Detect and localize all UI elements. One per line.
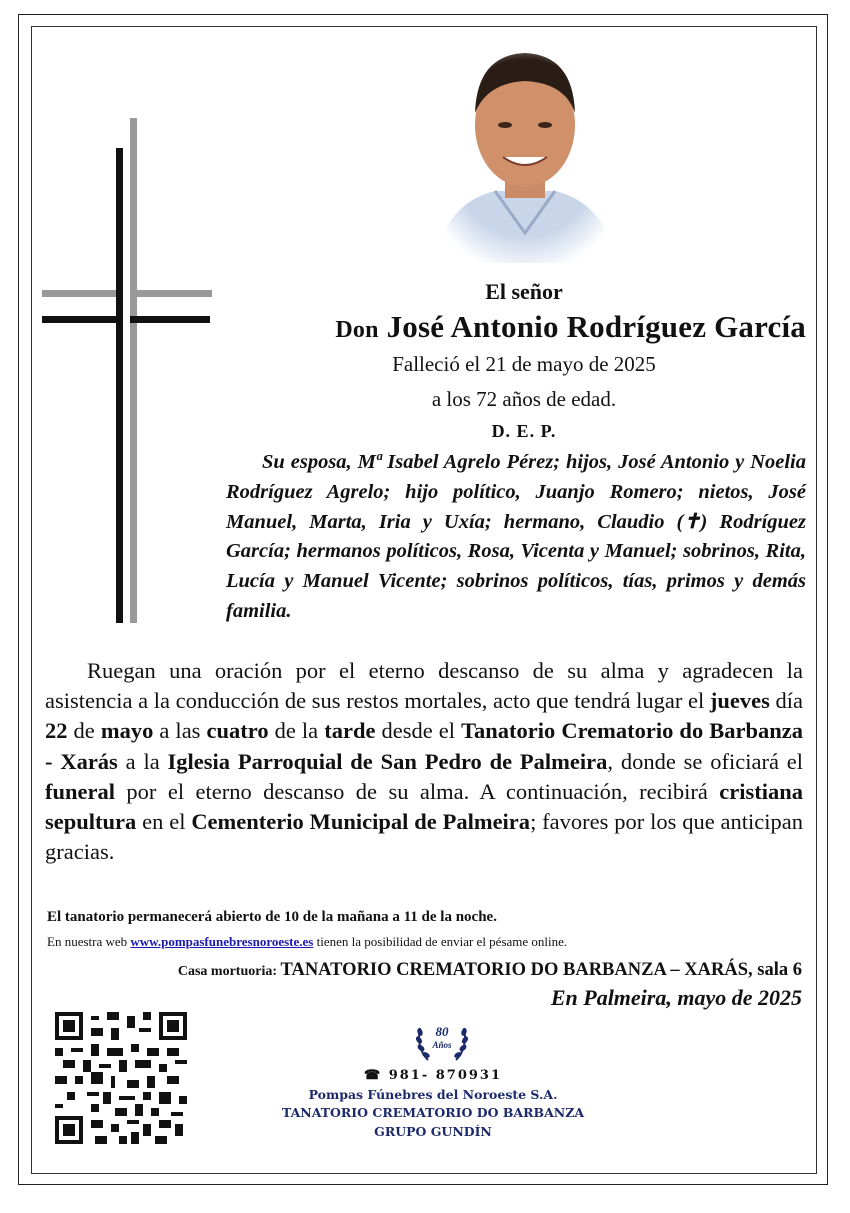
logo-word: Años xyxy=(432,1040,452,1050)
funeral-home: Casa mortuoria: TANATORIO CREMATORIO DO BARBANZA – XARÁS, sala 6 xyxy=(177,960,802,980)
date-of-death: Falleció el 21 de mayo de 2025 xyxy=(392,352,656,376)
phone-line[interactable]: ☎ 981- 870931 xyxy=(363,1068,503,1083)
name-prefix: Don xyxy=(335,317,379,343)
logo-number: 80 xyxy=(435,1024,449,1039)
honorific: El señor xyxy=(485,279,563,304)
web-line: En nuestra web www.pompasfunebresnoroeste.es tienen la posibilidad de enviar el pésame online. xyxy=(47,934,568,949)
age: a los 72 años de edad. xyxy=(431,387,617,411)
family-list: Su esposa, Mª Isabel Agrelo Pérez; hijos, José Antonio y Noelia Rodríguez Agrelo; hijo político, Juanjo Romero; nietos, José Manuel, Marta, Iria y Uxía; hermano, Claudio (✝) Rodríguez García; hermanos políticos, Rosa, Vicenta y Manuel; sobrinos, Rita, Lucía y Manuel Vicente; sobrinos políticos, tías, primos y demás familia. xyxy=(226,451,806,622)
tanatorio-name: TANATORIO CREMATORIO DO BARBANZA xyxy=(281,1105,585,1120)
qr-code[interactable] xyxy=(55,1012,187,1144)
dep-line: D. E. P. xyxy=(491,421,557,441)
group-name: GRUPO GUNDÍN xyxy=(374,1124,492,1139)
company-name: Pompas Fúnebres del Noroeste S.A. xyxy=(308,1087,558,1102)
phone-icon: ☎ xyxy=(363,1068,383,1083)
anniversary-logo xyxy=(410,1012,474,1068)
website-link[interactable]: www.pompasfunebresnoroeste.es xyxy=(130,934,314,949)
name-text: José Antonio Rodríguez García xyxy=(386,309,806,344)
prayer-paragraph: Ruegan una oración por el eterno descanso de su alma y agradecen la asistencia a la conducción de sus restos mortales, acto que tendrá lugar el jueves día 22 de mayo a las cuatro de la tarde desde el Tanatorio Crematorio do Barbanza - Xarás a la Iglesia Parroquial de San Pedro de Palmeira, donde se oficiará el funeral por el eterno descanso de su alma. A continuación, recibirá cristiana sepultura en el Cementerio Municipal de Palmeira; favores por los que anticipan gracias. xyxy=(45,658,804,865)
portrait-photo xyxy=(425,33,625,263)
cross-icon xyxy=(42,118,214,623)
deceased-name xyxy=(228,309,806,345)
opening-hours: El tanatorio permanecerá abierto de 10 de la mañana a 11 de la noche. xyxy=(47,909,497,925)
place-date: En Palmeira, mayo de 2025 xyxy=(550,985,802,1010)
